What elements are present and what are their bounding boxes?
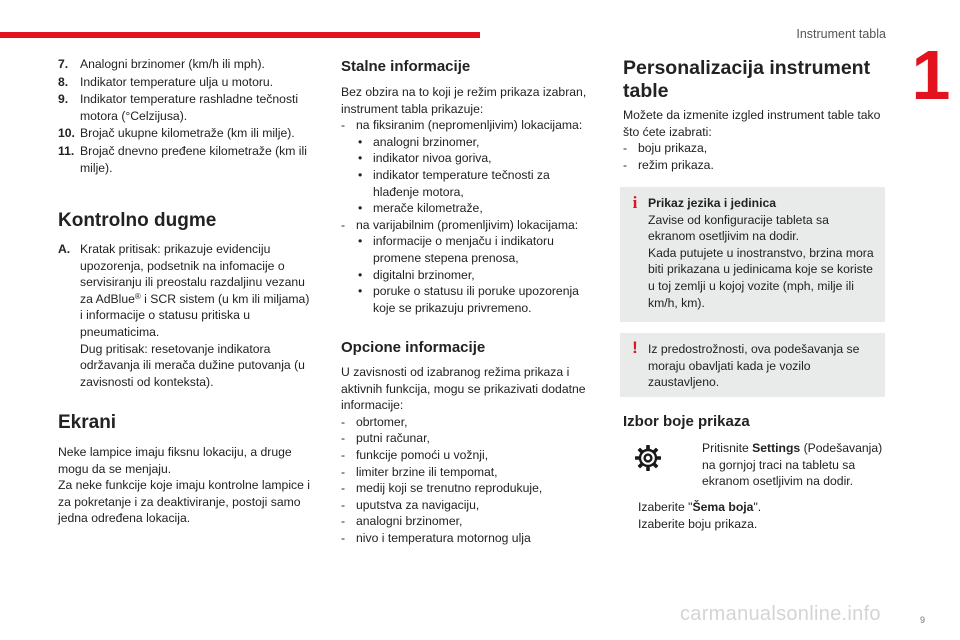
warning-note-text: Iz predostrožnosti, ova podešavanja se moraju obavljati kada je vozilo zaustavljeno. [648, 342, 860, 390]
fixed-item: analogni brzinomer, [373, 134, 480, 149]
dash-marker: - [341, 481, 346, 496]
opcione-item: limiter brzine ili tempomat, [356, 464, 498, 479]
kontrolno-heading: Kontrolno dugme [58, 210, 217, 231]
step-2-text-a: Izaberite " [638, 500, 693, 514]
step-1-text-c: (Podešavanja) na gornjoj traci na tabletu sa ekranom osetljivim na dodir. [702, 441, 883, 489]
dash-marker: - [341, 497, 346, 512]
step-marker [687, 440, 702, 490]
variable-item: digitalni brzinomer, [373, 267, 475, 282]
personalizacija-item: boju prikaza, [638, 141, 708, 156]
bullet-marker: • [358, 167, 363, 182]
bullet-marker: • [358, 267, 363, 282]
ekrani-text [58, 444, 310, 527]
bullet-marker: • [358, 151, 363, 166]
chapter-number: 1 [911, 36, 951, 114]
info-note-body [648, 195, 875, 311]
info-note-text-1: Zavise od konfiguracije tableta sa ekranom osetljivim na dodir. [648, 212, 829, 244]
registered-mark: ® [134, 291, 141, 301]
color-scheme-label: Šema boja [692, 500, 754, 514]
opcione-item: medij koji se trenutno reprodukuje, [356, 481, 543, 496]
info-note-text-2: Kada putujete u inostranstvo, brzina mora biti prikazana u jedinicama koje se koriste u toj zemlji u kojoj vozite (mph, milje ili km/h, km). [648, 245, 874, 310]
item-marker: A. [58, 242, 71, 256]
header-accent-bar [0, 32, 480, 38]
stalne-heading: Stalne informacije [341, 58, 471, 75]
variable-item: informacije o menjaču i indikatoru promene stepena prenosa, [373, 234, 554, 265]
watermark: carmanualsonline.info [680, 603, 881, 625]
dash-marker: - [341, 514, 346, 529]
bullet-marker: • [358, 134, 363, 149]
opcione-heading: Opcione informacije [341, 339, 486, 356]
kontrolno-text [80, 241, 310, 390]
personalizacija-intro: Možete da izmenite izgled instrument table tako što ćete izabrati: [623, 108, 881, 139]
stalne-intro: Bez obzira na to koji je režim prikaza izabran, instrument tabla prikazuje: [341, 85, 587, 116]
personalizacija-heading: Personalizacija instrument table [623, 57, 871, 102]
ekrani-paragraph-2: Za neke funkcije koje imaju kontrolne lampice i za pokretanje i za deaktiviranje, postoji samo jedna određena lokacija. [58, 478, 310, 526]
variable-item: poruke o statusu ili poruke upozorenja koje se prikazuju privremeno. [373, 284, 579, 315]
warning-icon: ! [632, 338, 638, 357]
item-number: 11. [58, 143, 75, 158]
stalne-content [341, 84, 596, 316]
step-1-text-a: Pritisnite [702, 441, 753, 455]
opcione-intro: U zavisnosti od izabranog režima prikaza i aktivnih funkcija, mogu se prikazivati dodatne informacije: [341, 365, 586, 413]
step-marker [623, 499, 638, 516]
item-text: Indikator temperature ulja u motoru. [80, 74, 274, 89]
kontrolno-item [58, 241, 310, 390]
info-note-title: Prikaz jezika i jedinica [648, 196, 777, 210]
section-title: Instrument tabla [796, 27, 886, 41]
step-marker [623, 516, 638, 533]
step-1 [687, 440, 892, 490]
opcione-content [341, 364, 596, 547]
info-icon: i [632, 193, 638, 212]
fixed-item: indikator temperature tečnosti za hlađenje motora, [373, 167, 550, 199]
kontrolno-text-3: Dug pritisak: resetovanje indikatora održavanja ili merača dužine putovanja (u zavisnosti od konteksta). [80, 341, 305, 389]
dash-marker: - [341, 530, 346, 545]
dash-marker: - [623, 157, 628, 172]
dash-marker: - [341, 217, 346, 232]
gear-icon [633, 443, 663, 473]
personalizacija-item: režim prikaza. [638, 157, 714, 172]
fixed-item: indikator nivoa goriva, [373, 151, 492, 166]
item-number: 8. [58, 74, 69, 89]
list-item [58, 125, 310, 142]
list-item [58, 143, 310, 176]
kontrolno-text-2: i SCR sistem (u km ili miljama) i informacije o statusu pritiska u pneumaticima. [80, 291, 310, 339]
item-text: Brojač ukupne kilometraže (km ili milje). [80, 126, 295, 141]
item-text: Analogni brzinomer (km/h ili mph). [80, 57, 265, 71]
step-1-text [702, 440, 892, 490]
list-item [58, 91, 310, 124]
item-number: 10. [58, 126, 75, 141]
item-text: Brojač dnevno pređene kilometraže (km ili milje). [80, 143, 307, 175]
warning-note-body [648, 341, 875, 391]
ekrani-heading: Ekrani [58, 412, 117, 433]
dash-marker: - [623, 141, 628, 156]
dash-marker: - [341, 118, 346, 133]
step-2-text-c: ". [753, 500, 762, 514]
opcione-item: obrtomer, [356, 414, 408, 429]
personalizacija-content [623, 107, 888, 173]
page-number: 9 [920, 615, 926, 625]
opcione-item: funkcije pomoći u vožnji, [356, 447, 489, 462]
bullet-marker: • [358, 201, 363, 216]
settings-label: Settings [752, 441, 801, 455]
legend-list [58, 56, 310, 176]
kontrolno-text-1: Kratak pritisak: prikazuje evidenciju upozorenja, podsetnik na infomacije o servisiranju ili preostalu razdaljinu vezanu za AdBlue [80, 242, 305, 306]
item-text: Indikator temperature rashladne tečnosti motora (°Celzijusa). [80, 92, 299, 123]
step-3-text: Izaberite boju prikaza. [638, 516, 758, 531]
steps-2-3 [623, 499, 888, 532]
izbor-heading: Izbor boje prikaza [623, 413, 750, 430]
list-item [58, 74, 310, 91]
opcione-item: analogni brzinomer, [356, 514, 463, 529]
item-number: 7. [58, 57, 69, 71]
dash-marker: - [341, 447, 346, 462]
dash-marker: - [341, 414, 346, 429]
info-note [620, 187, 885, 322]
opcione-item: putni računar, [356, 431, 430, 446]
opcione-item: nivo i temperatura motornog ulja [356, 530, 531, 545]
dash-marker: - [341, 464, 346, 479]
ekrani-paragraph-1: Neke lampice imaju fiksnu lokaciju, a druge mogu da se menjaju. [58, 445, 292, 476]
step-2-text [638, 499, 888, 516]
fixed-item: merače kilometraže, [373, 201, 483, 216]
list-item [58, 56, 310, 73]
bullet-marker: • [358, 234, 363, 249]
fixed-locations-label: na fiksiranim (nepromenljivim) lokacijama: [356, 118, 583, 133]
warning-note [620, 333, 885, 397]
variable-locations-label: na varijabilnim (promenljivim) lokacijama: [356, 217, 579, 232]
item-number: 9. [58, 92, 69, 107]
opcione-item: uputstva za navigaciju, [356, 497, 480, 512]
dash-marker: - [341, 431, 346, 446]
bullet-marker: • [358, 284, 363, 299]
